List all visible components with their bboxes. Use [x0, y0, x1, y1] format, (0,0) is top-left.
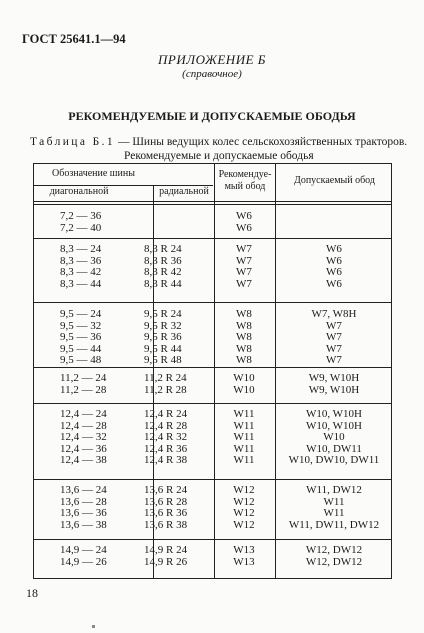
- header-permitted-rim: Допускаемый обод: [294, 175, 375, 186]
- recommended-cell: W13: [233, 555, 255, 568]
- radial-cell: 12,4 R 36: [144, 442, 188, 455]
- diagonal-cell: 13,6 — 28: [60, 495, 107, 508]
- radial-cell: 13,6 R 36: [144, 507, 188, 520]
- page-number: 18: [26, 586, 38, 600]
- diagonal-cell: 9,5 — 36: [60, 331, 102, 344]
- recommended-cell: W6: [236, 210, 252, 222]
- recommended-cell: W8: [236, 354, 252, 367]
- diagonal-cell: 7,2 — 36: [60, 210, 102, 222]
- diagonal-cell: 11,2 — 28: [60, 383, 107, 396]
- recommended-cell: W7: [236, 266, 252, 279]
- recommended-cell: W11: [233, 454, 255, 467]
- diagonal-cell: 9,5 — 32: [60, 319, 102, 332]
- header-diagonal: диагональной: [49, 186, 109, 197]
- radial-cell: 11,2 R 28: [144, 383, 187, 396]
- table-row: [34, 244, 391, 256]
- diagonal-cell: 13,6 — 38: [60, 518, 107, 531]
- radial-cell: 9,5 R 44: [144, 342, 182, 355]
- diagonal-cell: 8,3 — 44: [60, 277, 102, 290]
- diagonal-cell: 9,5 — 24: [60, 308, 102, 320]
- diagonal-cell: 12,4 — 38: [60, 454, 107, 467]
- permitted-cell: W10, W10H: [305, 408, 362, 420]
- table-caption: [30, 136, 407, 148]
- permitted-cell: W11, DW11, DW12: [288, 518, 380, 531]
- recommended-cell: W8: [236, 319, 252, 332]
- radial-cell: 12,4 R 28: [144, 419, 188, 432]
- appendix-subtitle: (справочное): [182, 68, 242, 80]
- permitted-cell: W10, DW11: [306, 442, 362, 455]
- scan-mark: [92, 625, 95, 628]
- radial-cell: 8,3 R 24: [144, 243, 182, 255]
- permitted-cell: W10, W10H: [305, 419, 362, 432]
- radial-cell: 13,6 R 24: [144, 484, 188, 496]
- permitted-cell: W11: [323, 507, 345, 520]
- permitted-cell: W7: [326, 342, 342, 355]
- diagonal-cell: 9,5 — 48: [60, 354, 102, 367]
- recommended-cell: W13: [233, 544, 255, 556]
- recommended-cell: W8: [236, 342, 252, 355]
- standard-number: ГОСТ 25641.1—94: [22, 32, 126, 46]
- permitted-cell: W10, DW10, DW11: [288, 454, 380, 467]
- permitted-cell: W7: [326, 331, 342, 344]
- rims-table: [33, 163, 392, 579]
- diagonal-cell: 14,9 — 24: [60, 544, 107, 556]
- group-divider: [34, 479, 391, 480]
- permitted-cell: W12, DW12: [305, 555, 363, 568]
- permitted-cell: W6: [326, 266, 342, 279]
- group-divider: [34, 539, 391, 540]
- recommended-cell: W7: [236, 277, 252, 290]
- recommended-cell: W6: [236, 221, 252, 234]
- recommended-cell: W11: [233, 442, 255, 455]
- diagonal-cell: 7,2 — 40: [60, 221, 102, 234]
- table-row: [34, 211, 391, 223]
- permitted-cell: W10: [323, 431, 345, 444]
- row-group: [34, 409, 391, 467]
- recommended-cell: W12: [233, 518, 255, 531]
- recommended-cell: W8: [236, 331, 252, 344]
- row-group: [34, 244, 391, 290]
- diagonal-cell: 12,4 — 32: [60, 431, 107, 444]
- table-caption-label: Таблица Б.1: [30, 136, 116, 148]
- table-row: [34, 309, 391, 321]
- radial-cell: 8,3 R 36: [144, 254, 182, 267]
- row-group: [34, 545, 391, 568]
- radial-cell: 12,4 R 24: [144, 408, 188, 420]
- recommended-cell: W12: [233, 507, 255, 520]
- radial-cell: 13,6 R 38: [144, 518, 188, 531]
- section-title: РЕКОМЕНДУЕМЫЕ И ДОПУСКАЕМЫЕ ОБОДЬЯ: [68, 109, 356, 123]
- table-row: [34, 485, 391, 497]
- diagonal-cell: 9,5 — 44: [60, 342, 102, 355]
- table-row: [34, 520, 391, 532]
- table-row: [34, 557, 391, 569]
- radial-cell: 12,4 R 32: [144, 431, 188, 444]
- table-row: [34, 355, 391, 367]
- row-group: [34, 485, 391, 531]
- diagonal-cell: 8,3 — 42: [60, 266, 102, 279]
- recommended-cell: W11: [233, 408, 255, 420]
- diagonal-cell: 12,4 — 24: [60, 408, 107, 420]
- group-divider: [34, 238, 391, 239]
- permitted-cell: W6: [326, 277, 342, 290]
- group-divider: [34, 367, 391, 368]
- radial-cell: 12,4 R 38: [144, 454, 188, 467]
- appendix-title: ПРИЛОЖЕНИЕ Б: [158, 52, 266, 67]
- diagonal-cell: 13,6 — 24: [60, 484, 107, 496]
- row-group: [34, 309, 391, 367]
- recommended-cell: W7: [236, 254, 252, 267]
- table-caption-line1: — Шины ведущих колес сельскохозяйственных тракторов.: [115, 136, 408, 148]
- header-bottom-line: [34, 201, 391, 202]
- radial-cell: 9,5 R 48: [144, 354, 182, 367]
- table-caption-line2: Рекомендуемые и допускаемые ободья: [124, 150, 314, 162]
- header-tire-designation: Обозначение шины: [52, 168, 135, 179]
- permitted-cell: W11, DW12: [306, 484, 362, 496]
- table-row: [34, 545, 391, 557]
- permitted-cell: W6: [326, 254, 342, 267]
- permitted-cell: W9, W10H: [308, 383, 360, 396]
- radial-cell: 13,6 R 28: [144, 495, 188, 508]
- table-row: [34, 455, 391, 467]
- recommended-cell: W7: [236, 243, 252, 255]
- radial-cell: 14,9 R 26: [144, 555, 188, 568]
- recommended-cell: W8: [236, 308, 252, 320]
- radial-cell: 14,9 R 24: [144, 544, 188, 556]
- diagonal-cell: 11,2 — 24: [60, 372, 107, 384]
- permitted-cell: W6: [326, 243, 342, 255]
- header-recommended-rim: Рекомендуе- мый обод: [218, 169, 272, 192]
- permitted-cell: W7, W8H: [311, 308, 357, 320]
- diagonal-cell: 13,6 — 36: [60, 507, 107, 520]
- radial-cell: 11,2 R 24: [144, 372, 187, 384]
- radial-cell: 8,3 R 44: [144, 277, 182, 290]
- group-divider: [34, 302, 391, 303]
- table-row: [34, 373, 391, 385]
- radial-cell: 9,5 R 36: [144, 331, 182, 344]
- permitted-cell: W7: [326, 354, 342, 367]
- diagonal-cell: 8,3 — 24: [60, 243, 102, 255]
- row-group: [34, 373, 391, 396]
- radial-cell: 9,5 R 32: [144, 319, 182, 332]
- recommended-cell: W10: [233, 372, 255, 384]
- radial-cell: 9,5 R 24: [144, 308, 182, 320]
- radial-cell: 8,3 R 42: [144, 266, 182, 279]
- permitted-cell: W9, W10H: [308, 372, 360, 384]
- table-row: [34, 385, 391, 397]
- permitted-cell: W12, DW12: [305, 544, 363, 556]
- table-row: [34, 279, 391, 291]
- table-row: [34, 223, 391, 235]
- header-radial: радиальной: [159, 186, 209, 197]
- permitted-cell: W7: [326, 319, 342, 332]
- group-divider: [34, 403, 391, 404]
- diagonal-cell: 12,4 — 36: [60, 442, 107, 455]
- diagonal-cell: 12,4 — 28: [60, 419, 107, 432]
- permitted-cell: W11: [323, 495, 345, 508]
- recommended-cell: W11: [233, 419, 255, 432]
- diagonal-cell: 8,3 — 36: [60, 254, 102, 267]
- recommended-cell: W12: [233, 484, 255, 496]
- header-bottom-line: [34, 204, 391, 205]
- diagonal-cell: 14,9 — 26: [60, 555, 107, 568]
- recommended-cell: W12: [233, 495, 255, 508]
- recommended-cell: W11: [233, 431, 255, 444]
- row-group: [34, 211, 391, 234]
- table-row: [34, 409, 391, 421]
- recommended-cell: W10: [233, 383, 255, 396]
